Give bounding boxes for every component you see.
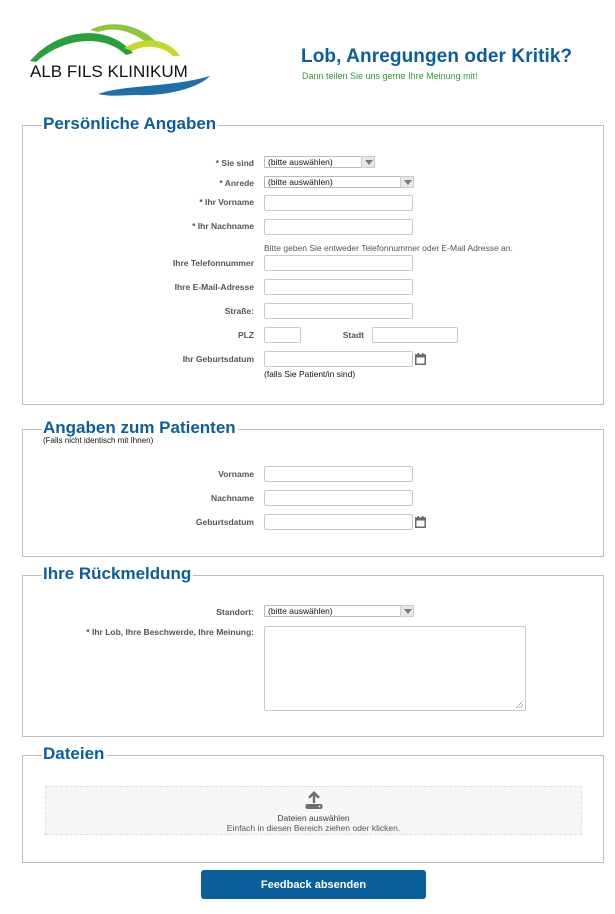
svg-text:ALB FILS KLINIKUM: ALB FILS KLINIKUM — [30, 62, 188, 81]
standort-value: (bitte auswählen) — [268, 606, 333, 616]
nachname-input[interactable] — [264, 219, 413, 235]
resize-handle-icon[interactable] — [516, 701, 523, 708]
vorname-input[interactable] — [264, 195, 413, 211]
alb-fils-klinikum-logo — [28, 18, 213, 100]
message-textarea[interactable] — [264, 626, 526, 711]
calendar-icon[interactable] — [415, 353, 426, 365]
geburtsdatum-note: (falls Sie Patient/in sind) — [264, 369, 356, 379]
chevron-down-icon[interactable] — [361, 156, 375, 168]
anrede-select[interactable] — [264, 176, 414, 188]
dropzone-title: Dateien auswählen — [277, 813, 350, 823]
logo-graphic-icon — [28, 18, 213, 100]
telefon-label: Ihre Telefonnummer — [172, 258, 254, 268]
plz-label: PLZ — [237, 330, 254, 340]
sie-sind-select[interactable] — [264, 156, 375, 168]
section-personal — [22, 114, 604, 405]
chevron-down-icon[interactable] — [400, 176, 414, 188]
calendar-icon[interactable] — [415, 516, 426, 528]
strasse-input[interactable] — [264, 303, 413, 319]
file-dropzone[interactable] — [45, 786, 582, 835]
standort-select[interactable] — [264, 605, 414, 617]
section-patient-legend: Angaben zum Patienten — [43, 418, 236, 437]
anrede-label: * Anrede — [219, 178, 254, 188]
vorname-label: * Ihr Vorname — [199, 197, 254, 207]
strasse-label: Straße: — [224, 306, 254, 316]
patient-nachname-input[interactable] — [264, 490, 413, 506]
anrede-value: (bitte auswählen) — [268, 177, 333, 187]
chevron-down-icon[interactable] — [400, 605, 414, 617]
geburtsdatum-label: Ihr Geburtsdatum — [182, 354, 254, 364]
email-label: Ihre E-Mail-Adresse — [174, 282, 254, 292]
stadt-label: Stadt — [342, 330, 364, 340]
patient-geburtsdatum-input[interactable] — [264, 514, 413, 530]
page-subtitle: Dann teilen Sie uns gerne Ihre Meinung mit! — [302, 71, 478, 81]
section-feedback-legend: Ihre Rückmeldung — [43, 564, 192, 583]
telefon-input[interactable] — [264, 255, 413, 271]
standort-label: Standort: — [216, 607, 254, 617]
submit-feedback-button[interactable]: Feedback absenden — [201, 870, 426, 899]
section-files-legend: Dateien — [43, 744, 105, 763]
patient-nachname-label: Nachname — [211, 493, 254, 503]
plz-input[interactable] — [264, 327, 301, 343]
section-files — [22, 744, 604, 863]
dropzone-hint: Einfach in diesen Bereich ziehen oder klicken. — [226, 823, 401, 833]
message-label: * Ihr Lob, Ihre Beschwerde, Ihre Meinung: — [86, 627, 254, 637]
sie-sind-value: (bitte auswählen) — [268, 157, 333, 167]
sie-sind-label: * Sie sind — [215, 158, 254, 168]
section-patient — [22, 418, 604, 557]
patient-vorname-input[interactable] — [264, 466, 413, 482]
patient-note: (Falls nicht identisch mit Ihnen) — [43, 436, 154, 445]
geburtsdatum-input[interactable] — [264, 351, 413, 367]
upload-icon — [304, 790, 324, 810]
section-feedback — [22, 564, 604, 737]
contact-hint: Bitte geben Sie entweder Telefonnummer oder E-Mail Adresse an. — [264, 243, 513, 253]
patient-geburtsdatum-label: Geburtsdatum — [195, 517, 254, 527]
email-input[interactable] — [264, 279, 413, 295]
page-title: Lob, Anregungen oder Kritik? — [301, 46, 573, 67]
stadt-input[interactable] — [372, 327, 458, 343]
section-personal-legend: Persönliche Angaben — [43, 114, 217, 133]
nachname-label: * Ihr Nachname — [192, 221, 254, 231]
patient-vorname-label: Vorname — [218, 469, 254, 479]
